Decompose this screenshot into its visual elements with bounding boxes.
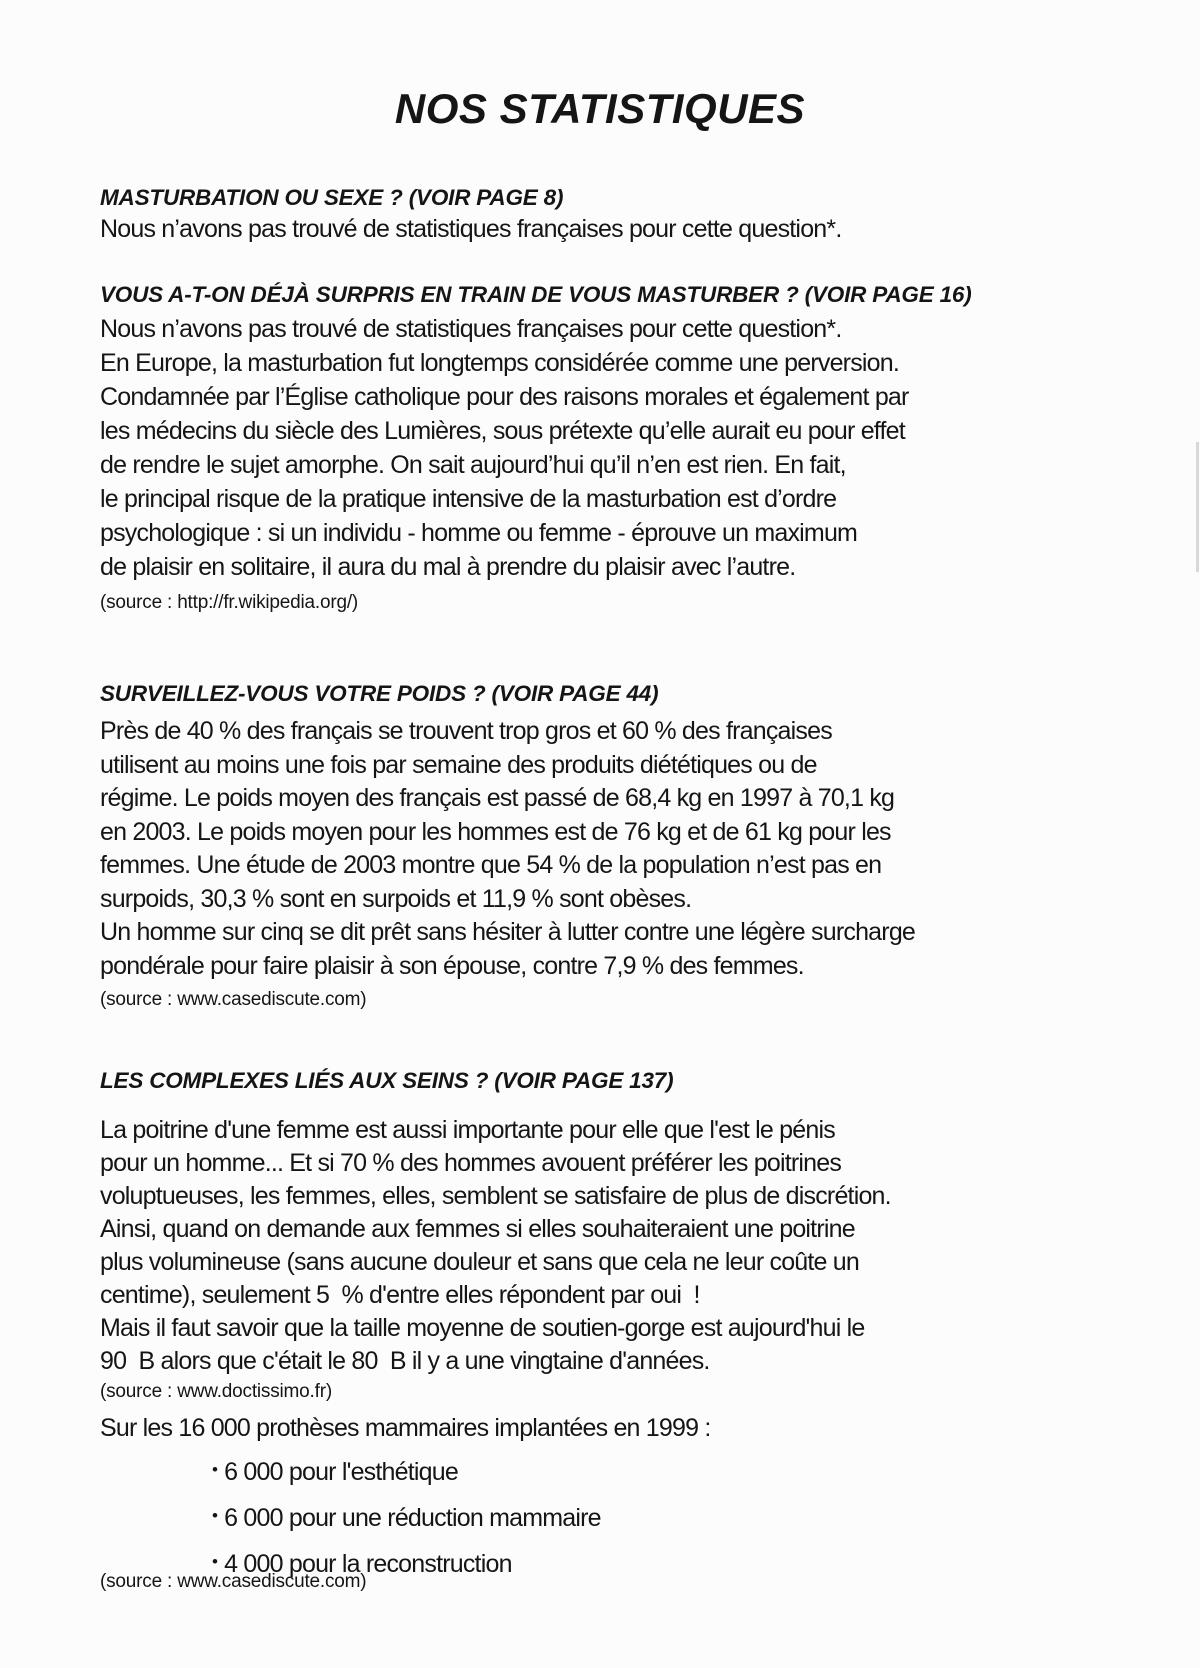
section-body-surveillez-poids <box>100 715 915 983</box>
text-line: Mais il faut savoir que la taille moyenne de soutien-gorge est aujourd'hui le <box>100 1314 865 1342</box>
text-line: Condamnée par l’Église catholique pour des raisons morales et également par <box>100 383 909 411</box>
text-line: La poitrine d'une femme est aussi importante pour elle que l'est le pénis <box>100 1116 835 1144</box>
page-title: NOS STATISTIQUES <box>394 85 806 132</box>
section-body-surpris-masturber <box>100 312 909 584</box>
protheses-intro-line: Sur les 16 000 prothèses mammaires implantées en 1999 : <box>100 1414 711 1442</box>
bullet-icon: • <box>212 1460 218 1479</box>
bullet-text: 6 000 pour l'esthétique <box>224 1458 458 1486</box>
section-body-masturbation-ou-sexe <box>100 212 841 246</box>
source-casediscute-1: (source : www.casediscute.com) <box>100 989 367 1010</box>
text-line: pour un homme... Et si 70 % des hommes avouent préférer les poitrines <box>100 1149 842 1177</box>
source-wikipedia: (source : http://fr.wikipedia.org/) <box>100 592 359 613</box>
text-line: en 2003. Le poids moyen pour les hommes est de 76 kg et de 61 kg pour les <box>100 817 891 846</box>
text-line: femmes. Une étude de 2003 montre que 54 % de la population n’est pas en <box>100 851 882 879</box>
text-line: Nous n’avons pas trouvé de statistiques françaises pour cette question*. <box>100 315 842 343</box>
section-heading-complexes-seins: LES COMPLEXES LIÉS AUX SEINS ? (VOIR PAGE 137) <box>100 1068 674 1093</box>
scan-edge-artifact <box>1196 442 1199 572</box>
text-line: Près de 40 % des français se trouvent trop gros et 60 % des françaises <box>100 717 832 745</box>
section-body-complexes-seins <box>100 1114 891 1378</box>
text-line: En Europe, la masturbation fut longtemps considérée comme une perversion. <box>100 349 900 377</box>
text-line: voluptueuses, les femmes, elles, semblent se satisfaire de plus de discrétion. <box>100 1182 891 1210</box>
source-casediscute-2: (source : www.casediscute.com) <box>100 1571 367 1592</box>
text-line: Ainsi, quand on demande aux femmes si elles souhaiteraient une poitrine <box>100 1215 855 1243</box>
text-line: Nous n’avons pas trouvé de statistiques françaises pour cette question*. <box>100 215 842 243</box>
bullet-text: 4 000 pour la reconstruction <box>224 1550 512 1578</box>
text-line: Un homme sur cinq se dit prêt sans hésiter à lutter contre une légère surcharge <box>100 918 916 946</box>
bullet-item <box>100 1494 601 1540</box>
section-heading-surveillez-poids: SURVEILLEZ-VOUS VOTRE POIDS ? (VOIR PAGE 44) <box>100 681 659 706</box>
text-line: 90 B alors que c'était le 80 B il y a une vingtaine d'années. <box>100 1347 710 1375</box>
text-line: psychologique : si un individu - homme ou femme - éprouve un maximum <box>100 519 858 547</box>
bullet-item <box>100 1448 601 1494</box>
text-line: utilisent au moins une fois par semaine des produits diététiques ou de <box>100 750 817 779</box>
text-line: pondérale pour faire plaisir à son épouse, contre 7,9 % des femmes. <box>100 951 804 980</box>
section-heading-masturbation-ou-sexe: MASTURBATION OU SEXE ? (VOIR PAGE 8) <box>100 185 564 210</box>
text-line: centime), seulement 5 % d'entre elles répondent par oui ! <box>100 1281 700 1309</box>
text-line: de plaisir en solitaire, il aura du mal à prendre du plaisir avec l’autre. <box>100 553 796 581</box>
bullet-icon: • <box>212 1552 218 1571</box>
protheses-bullet-list <box>100 1448 601 1586</box>
text-line: surpoids, 30,3 % sont en surpoids et 11,9 % sont obèses. <box>100 884 692 913</box>
text-line: régime. Le poids moyen des français est passé de 68,4 kg en 1997 à 70,1 kg <box>100 784 895 812</box>
text-line: plus volumineuse (sans aucune douleur et sans que cela ne leur coûte un <box>100 1248 860 1276</box>
text-line: les médecins du siècle des Lumières, sous prétexte qu’elle aurait eu pour effet <box>100 417 905 445</box>
text-line: de rendre le sujet amorphe. On sait aujourd’hui qu’il n’en est rien. En fait, <box>100 451 846 479</box>
bullet-text: 6 000 pour une réduction mammaire <box>224 1504 601 1532</box>
source-doctissimo: (source : www.doctissimo.fr) <box>100 1381 332 1402</box>
bullet-icon: • <box>212 1506 218 1525</box>
section-heading-surpris-masturber: VOUS A-T-ON DÉJÀ SURPRIS EN TRAIN DE VOUS MASTURBER ? (VOIR PAGE 16) <box>100 282 972 307</box>
text-line: le principal risque de la pratique intensive de la masturbation est d’ordre <box>100 485 837 513</box>
